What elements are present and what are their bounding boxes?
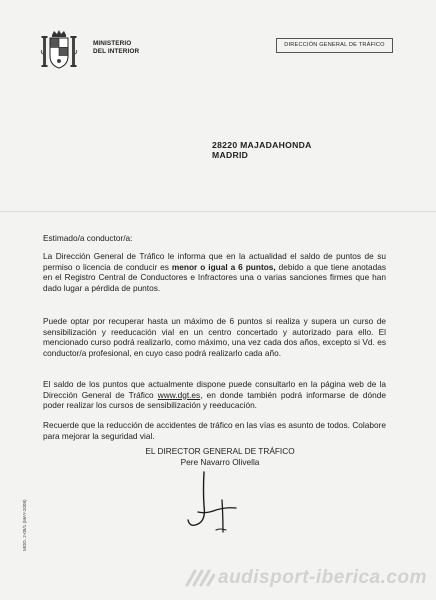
coat-of-arms-icon	[40, 30, 78, 72]
paragraph-3-text-b: , en donde también podrá informarse de dónde poder realizar los cursos de sensibilización y reeducación.	[43, 389, 386, 411]
address-line-1: 28220 MAJADAHONDA	[212, 140, 312, 150]
paragraph-1	[43, 251, 386, 293]
signature-icon	[176, 470, 256, 540]
address-line-2: MADRID	[212, 150, 249, 160]
paragraph-4: Recuerde que la reducción de accidentes de tráfico en las vías es asunto de todos. Colabore para mejorar la seguridad vial.	[43, 420, 386, 441]
paragraph-3	[43, 379, 386, 411]
ministry-name	[93, 40, 139, 56]
ministry-line-1: MINISTERIO	[93, 40, 132, 47]
dgt-header-box: DIRECCIÓN GENERAL DE TRÁFICO	[276, 38, 393, 53]
fold-line	[0, 211, 436, 212]
audi-rings-logo-icon	[185, 569, 215, 587]
paragraph-2: Puede optar por recuperar hasta un máximo de 6 puntos si realiza y supera un curso de sensibilización y reeducación vial en un centro concertado y autorizado para ello. El mencionado curso podrá realizarlo, como máximo, una vez cada dos años, excepto si Vd. es conductor/a profesional, en cuyo caso podrá realizarlo cada año.	[43, 316, 386, 358]
paragraph-1-bold: menor o igual a 6 puntos,	[171, 261, 276, 272]
watermark-text: audisport-iberica.com	[218, 567, 427, 588]
paragraph-1-text-a: La Dirección General de Tráfico le informa que en la actualidad el saldo de puntos de su permiso o licencia de conducir es	[43, 251, 386, 272]
signer-title: EL DIRECTOR GENERAL DE TRÁFICO	[145, 446, 295, 456]
signer-name: Pere Navarro Olivella	[180, 457, 260, 467]
signer-block	[140, 446, 300, 468]
paragraph-3-text-a: El saldo de los puntos que actualmente dispone puede consultarlo en la página web de la Dirección General de Tráfico	[43, 379, 386, 400]
dgt-website-link[interactable]: www.dgt.es	[157, 389, 201, 400]
greeting: Estimado/a conductor/a:	[43, 233, 133, 243]
form-model-code: MOD. 2-08/1 (MAY-2008)	[22, 499, 27, 551]
ministry-line-2: DEL INTERIOR	[93, 48, 140, 55]
paragraph-1-text-b: debido a que tiene anotadas en el Registro Central de Conductores e Infractores una o varias sanciones firmes que han dado lugar a pérdida de puntos.	[43, 261, 387, 293]
recipient-address	[212, 140, 312, 160]
